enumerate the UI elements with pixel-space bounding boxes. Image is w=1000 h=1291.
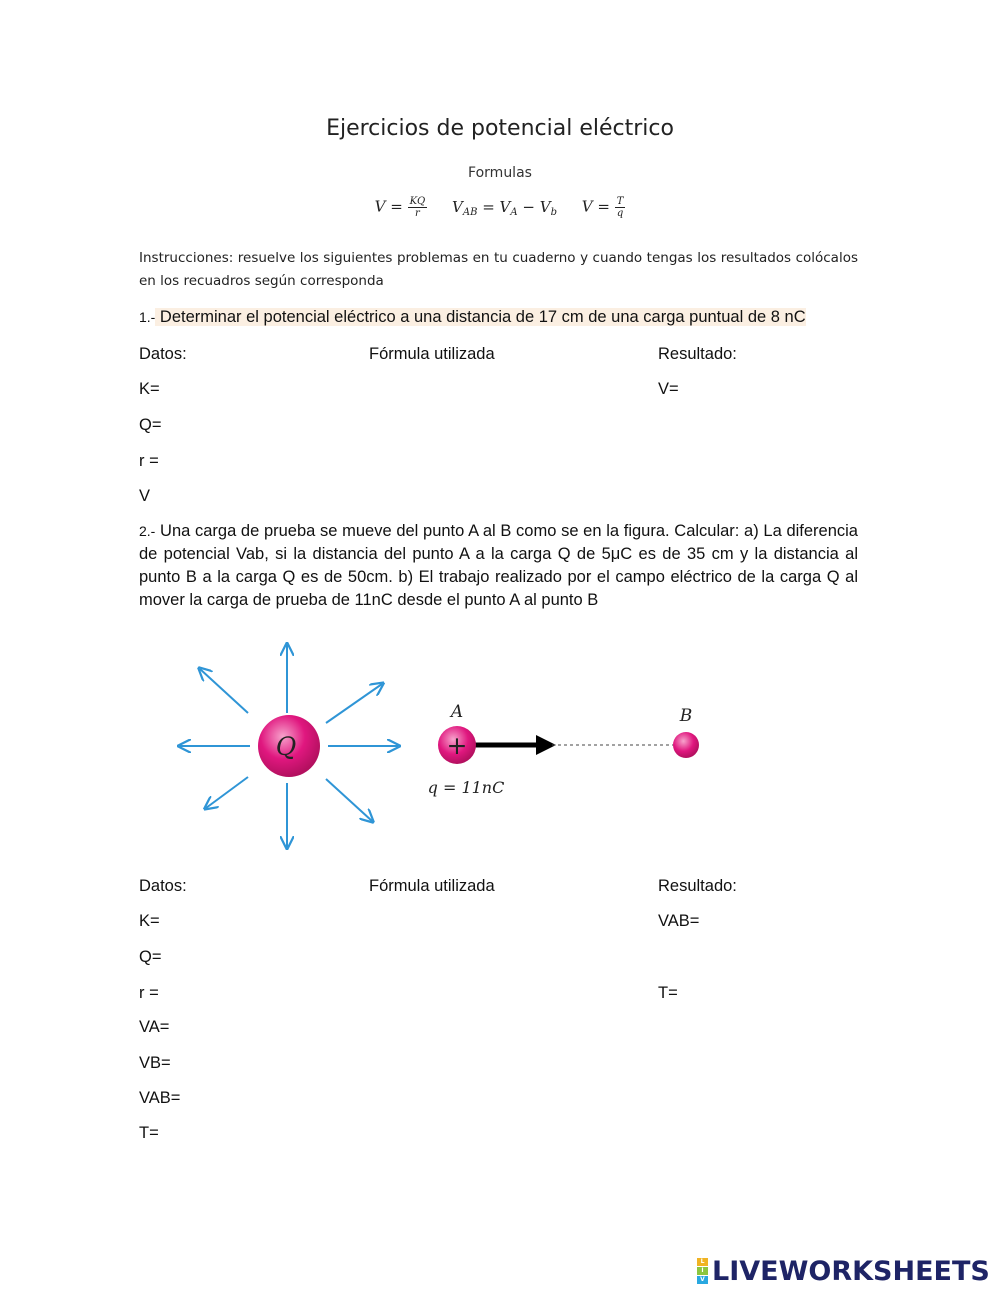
charge-field-figure (160, 635, 740, 860)
p1-data-r: r = (139, 452, 159, 470)
p2-data-vab: VAB= (139, 1089, 181, 1107)
p1-resultado-header: Resultado: (658, 345, 737, 363)
problem-1-statement: 1.- Determinar el potencial eléctrico a una distancia de 17 cm de una carga puntual de 8 nC (139, 308, 806, 326)
p1-formula-header: Fórmula utilizada (369, 345, 495, 363)
p2-result-t: T= (658, 984, 678, 1002)
problem-2-statement: 2.- Una carga de prueba se mueve del punto A al B como se en la figura. Calcular: a) La diferencia de potencial Vab, si la distancia del punto A a la carga Q de 5μC es de 35 cm y la distancia al punto B a la carga Q es de 50cm. b) El trabajo realizado por el campo eléctrico de la carga Q al mover la carga de prueba de 11nC desde el punto A al punto B (139, 522, 858, 609)
formula-potential: V = $\frac{KQ}{r}$ (374, 196, 426, 219)
instructions: Instrucciones: resuelve los siguientes problemas en tu cuaderno y cuando tengas los resultados colócalos en los recuadros según corresponda (139, 250, 858, 289)
p2-data-r: r = (139, 984, 159, 1002)
p1-data-k: K= (139, 380, 160, 398)
p2-data-q: Q= (139, 948, 162, 966)
test-charge-sign: + (446, 731, 468, 760)
p1-data-q: Q= (139, 416, 162, 434)
p1-result-v: V= (658, 380, 679, 398)
p2-data-t: T= (139, 1124, 159, 1142)
page-title: Ejercicios de potencial eléctrico (326, 116, 674, 141)
formula-potential-difference: $V_{AB} = V_A - V_b$ (452, 197, 557, 218)
formulas-heading: Formulas (468, 165, 532, 181)
p1-datos-header: Datos: (139, 345, 187, 363)
logo-icon: L I V (697, 1258, 708, 1284)
liveworksheets-logo (697, 1256, 990, 1286)
p2-data-va: VA= (139, 1018, 170, 1036)
p2-data-vb: VB= (139, 1054, 171, 1072)
p2-resultado-header: Resultado: (658, 877, 737, 895)
source-charge-label: Q (275, 732, 297, 761)
p2-datos-header: Datos: (139, 877, 187, 895)
logo-text: LIVEWORKSHEETS (712, 1255, 990, 1287)
field-arrow-up-right (326, 684, 382, 723)
field-arrow-down-left (206, 777, 248, 808)
point-a-label: A (450, 702, 464, 722)
field-arrow-down-right (326, 779, 372, 821)
point-b-label: B (679, 706, 693, 726)
test-charge-label: q = 11nC (427, 778, 505, 797)
formula-work: V = $\frac{T}{q}$ (581, 196, 624, 219)
p2-formula-header: Fórmula utilizada (369, 877, 495, 895)
p2-data-k: K= (139, 912, 160, 930)
p1-data-v: V (139, 487, 151, 505)
field-arrow-up-left (200, 669, 248, 713)
p2-result-vab: VAB= (658, 912, 700, 930)
point-b-charge (673, 732, 699, 758)
formulas-row (0, 196, 1000, 219)
